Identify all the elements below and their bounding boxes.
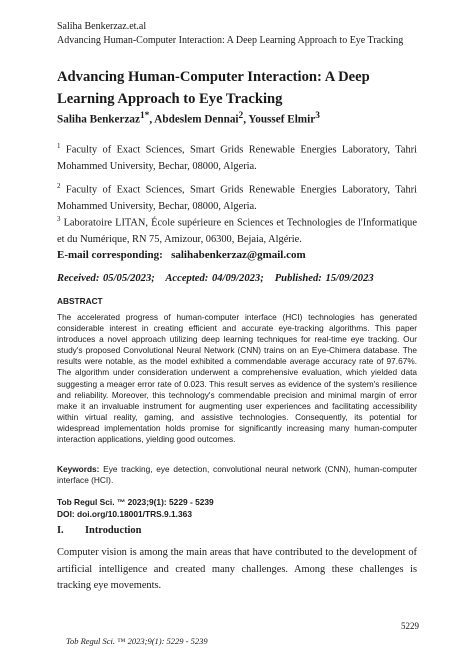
running-head-authors: Saliha Benkerzaz.et.al — [57, 21, 147, 32]
author-separator: , — [149, 113, 155, 126]
affiliation-sup: 2 — [57, 182, 61, 190]
introduction-text: Computer vision is among the main areas that have contributed to the development of artificial intelligence and created many challenges. Among these challenges is tracking eye movements. — [57, 547, 417, 591]
paper-title: Advancing Human-Computer Interaction: A Deep Learning Approach to Eye Tracking — [57, 69, 370, 107]
section-title: Introduction — [85, 525, 142, 536]
page-footer: Tob Regul Sci. ™ 2023;9(1): 5229 - 5239 — [66, 636, 208, 646]
author-list — [57, 111, 320, 126]
email-link[interactable]: salihabenkerzaz@gmail.com — [171, 249, 306, 261]
affiliation-text: Faculty of Exact Sciences, Smart Grids Renewable Energies Laboratory, Tahri Mohammed University, Bechar, 08000, Algeria. — [57, 144, 417, 173]
affiliation-text: Faculty of Exact Sciences, Smart Grids Renewable Energies Laboratory, Tahri Mohammed University, Bechar, 08000, Algeria. — [57, 184, 417, 213]
publication-dates — [57, 273, 374, 284]
affiliation-1 — [57, 138, 417, 175]
affiliation-sup: 1 — [57, 142, 61, 150]
abstract-text: The accelerated progress of human-computer interface (HCI) technologies has generated considerable interest in creating efficient and accurate eye-tracking algorithms. This paper introduces a novel approach utilizing deep learning techniques for real-time eye tracking. Our study's proposed Convolutional Neural Network (CNN) trains on an Eye-Chimera database. The results were notable, as the model exhibited a commendable average accuracy rate of 97.67%. The algorithm under consideration underwent a comprehensive evaluation, which yielded data suggesting a meager error rate of 0.023. This result serves as evidence of the system's resilience and reliability. Moreover, this technology's commendable precision and minimal margin of error make it an invaluable instrument for augmenting user experiences and facilitating accessibility within virtual reality, gaming, and assistive technologies. Consequently, its potential for widespread implementation holds promise for significantly increasing many human-computer interaction applications, yielding good outcomes. — [57, 312, 417, 445]
author-sup: 1* — [139, 111, 150, 121]
page-number: 5229 — [401, 621, 419, 631]
citation-block — [57, 497, 214, 520]
published-date: Published: 15/09/2023 — [274, 273, 374, 284]
author-sup: 2 — [238, 111, 244, 121]
keywords-text: Eye tracking, eye detection, convolutional neural network (CNN), human-computer interface (HCI). — [57, 464, 417, 486]
keywords — [57, 464, 417, 486]
author-name: Saliha Benkerzaz — [57, 113, 140, 126]
running-head-title: Advancing Human-Computer Interaction: A Deep Learning Approach to Eye Tracking — [57, 35, 404, 46]
section-number: I. — [57, 525, 64, 536]
abstract-heading: ABSTRACT — [57, 296, 103, 306]
citation-journal: Tob Regul Sci. ™ 2023;9(1): 5229 - 5239 — [57, 497, 214, 507]
received-date: Received: 05/05/2023; — [57, 273, 155, 284]
affiliation-sup: 3 — [57, 215, 61, 223]
affiliation-text: Laboratoire LITAN, École supérieure en Sciences et Technologies de l'Informatique et du Numérique, RN 75, Amizour, 06300, Bejaia, Algérie. — [57, 217, 417, 246]
affiliation-3 — [57, 211, 417, 248]
author-separator: , — [243, 113, 249, 126]
author-name: Youssef Elmir — [248, 113, 316, 126]
email-label: E-mail corresponding: — [57, 249, 163, 261]
section-heading — [57, 525, 141, 536]
keywords-label: Keywords: — [57, 464, 100, 474]
citation-doi[interactable]: DOI: doi.org/10.18001/TRS.9.1.363 — [57, 508, 192, 519]
affiliation-2 — [57, 178, 417, 215]
author-sup: 3 — [315, 111, 320, 121]
accepted-date: Accepted: 04/09/2023; — [165, 273, 264, 284]
corresponding-email — [57, 249, 306, 261]
running-head — [57, 20, 403, 48]
author-name: Abdeslem Dennai — [154, 113, 239, 126]
